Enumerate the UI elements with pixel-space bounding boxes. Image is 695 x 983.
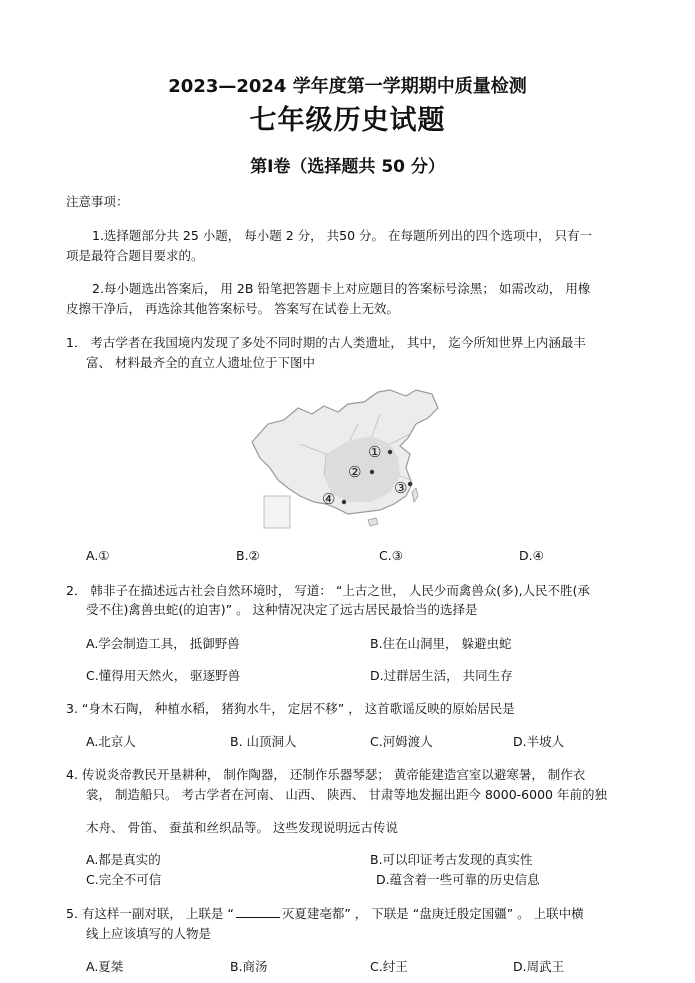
q2-option-d: D.过群居生活， 共同生存 [370, 668, 513, 683]
taiwan-island [412, 488, 418, 502]
q4-option-a: A.都是真实的 [86, 852, 161, 867]
q1-option-a: A.① [86, 548, 110, 563]
notes-heading: 注意事项： [66, 194, 129, 209]
site-marker-1 [388, 450, 392, 454]
q1-option-c: C.③ [379, 548, 403, 563]
q2-option-c: C.懂得用天然火， 驱逐野兽 [86, 668, 241, 683]
q5-stem-part-a: 5. 有这样一副对联， 上联是 “ [66, 906, 234, 921]
map-label-2: ② [348, 463, 362, 481]
site-marker-2 [370, 470, 374, 474]
q5-option-a: A.夏桀 [86, 959, 124, 974]
q3-option-d: D.半坡人 [513, 734, 565, 749]
q2-option-a: A.学会制造工具， 抵御野兽 [86, 636, 240, 651]
q5-stem-line2: 线上应该填写的人物是 [86, 926, 212, 941]
china-map [240, 384, 446, 536]
q5-stem-line1 [66, 904, 584, 924]
exam-title: 2023—2024 学年度第一学期期中质量检测 [168, 76, 527, 97]
q3-stem: 3. “身木石陶， 种植水稻， 猪狗水牛， 定居不移” ， 这首歌谣反映的原始居民是 [66, 701, 515, 716]
q2-stem-line1: 2． 韩非子在描述远古社会自然环境时， 写道： “上古之世， 人民少而禽兽众(多),人民不胜(承 [66, 583, 590, 598]
q1-stem-line2: 富、 材料最齐全的直立人遗址位于下图中 [86, 355, 315, 370]
q4-stem-line2: 裳， 制造船只。 考古学者在河南、 山西、 陕西、 甘肃等地发掘出距今 8000-6000 年前的独 [86, 787, 607, 802]
map-label-4: ④ [322, 490, 336, 508]
q5-stem-part-b: 灭夏建亳都” ， 下联是 “盘庚迁殷定国疆” 。 上联中横 [281, 906, 584, 921]
q5-option-c: C.纣王 [370, 959, 408, 974]
notes-item2-line2: 皮擦干净后， 再选涂其他答案标号。 答案写在试卷上无效。 [66, 301, 399, 316]
subject-title: 七年级历史试题 [249, 105, 446, 136]
q2-option-b: B.住在山洞里， 躲避虫蛇 [370, 636, 512, 651]
q3-option-a: A.北京人 [86, 734, 136, 749]
q3-option-b: B. 山顶洞人 [230, 734, 297, 749]
notes-item1-line1: 1.选择题部分共 25 小题， 每小题 2 分， 共50 分。 在每题所列出的四个选项中， 只有一 [92, 228, 592, 243]
q3-option-c: C.河姆渡人 [370, 734, 433, 749]
q5-answer-blank [236, 905, 280, 918]
section-title: 第Ⅰ卷（选择题共 50 分） [250, 157, 445, 177]
notes-item2-line1: 2.每小题选出答案后， 用 2B 铅笔把答题卡上对应题目的答案标号涂黑； 如需改动， 用橡 [92, 281, 591, 296]
q4-option-b: B.可以印证考古发现的真实性 [370, 852, 533, 867]
south-sea-inset [264, 496, 290, 528]
q1-option-b: B.② [236, 548, 260, 563]
site-marker-4 [342, 500, 346, 504]
q1-stem-line1: 1． 考古学者在我国境内发现了多处不同时期的古人类遗址， 其中， 迄今所知世界上内涵最丰 [66, 335, 586, 350]
q4-stem-line1: 4. 传说炎帝教民开垦耕种， 制作陶器， 还制作乐器琴瑟； 黄帝能建造宫室以避寒暑， 制作衣 [66, 767, 586, 782]
q4-stem-line3: 木舟、 骨笛、 蚕茧和丝织品等。 这些发现说明远古传说 [86, 820, 398, 835]
china-map-svg [240, 384, 446, 536]
notes-item1-line2: 项是最符合题目要求的。 [66, 248, 204, 263]
q4-option-d: D.蕴含着一些可靠的历史信息 [376, 872, 540, 887]
site-marker-3 [408, 482, 412, 486]
hainan-island [368, 518, 378, 526]
q4-option-c: C.完全不可信 [86, 872, 162, 887]
map-label-3: ③ [394, 479, 408, 497]
q2-stem-line2: 受不住)禽兽虫蛇(的迫害)” 。 这种情况决定了远古居民最恰当的选择是 [86, 602, 478, 617]
q5-option-b: B.商汤 [230, 959, 268, 974]
q1-option-d: D.④ [519, 548, 544, 563]
map-label-1: ① [368, 443, 382, 461]
q5-option-d: D.周武王 [513, 959, 565, 974]
